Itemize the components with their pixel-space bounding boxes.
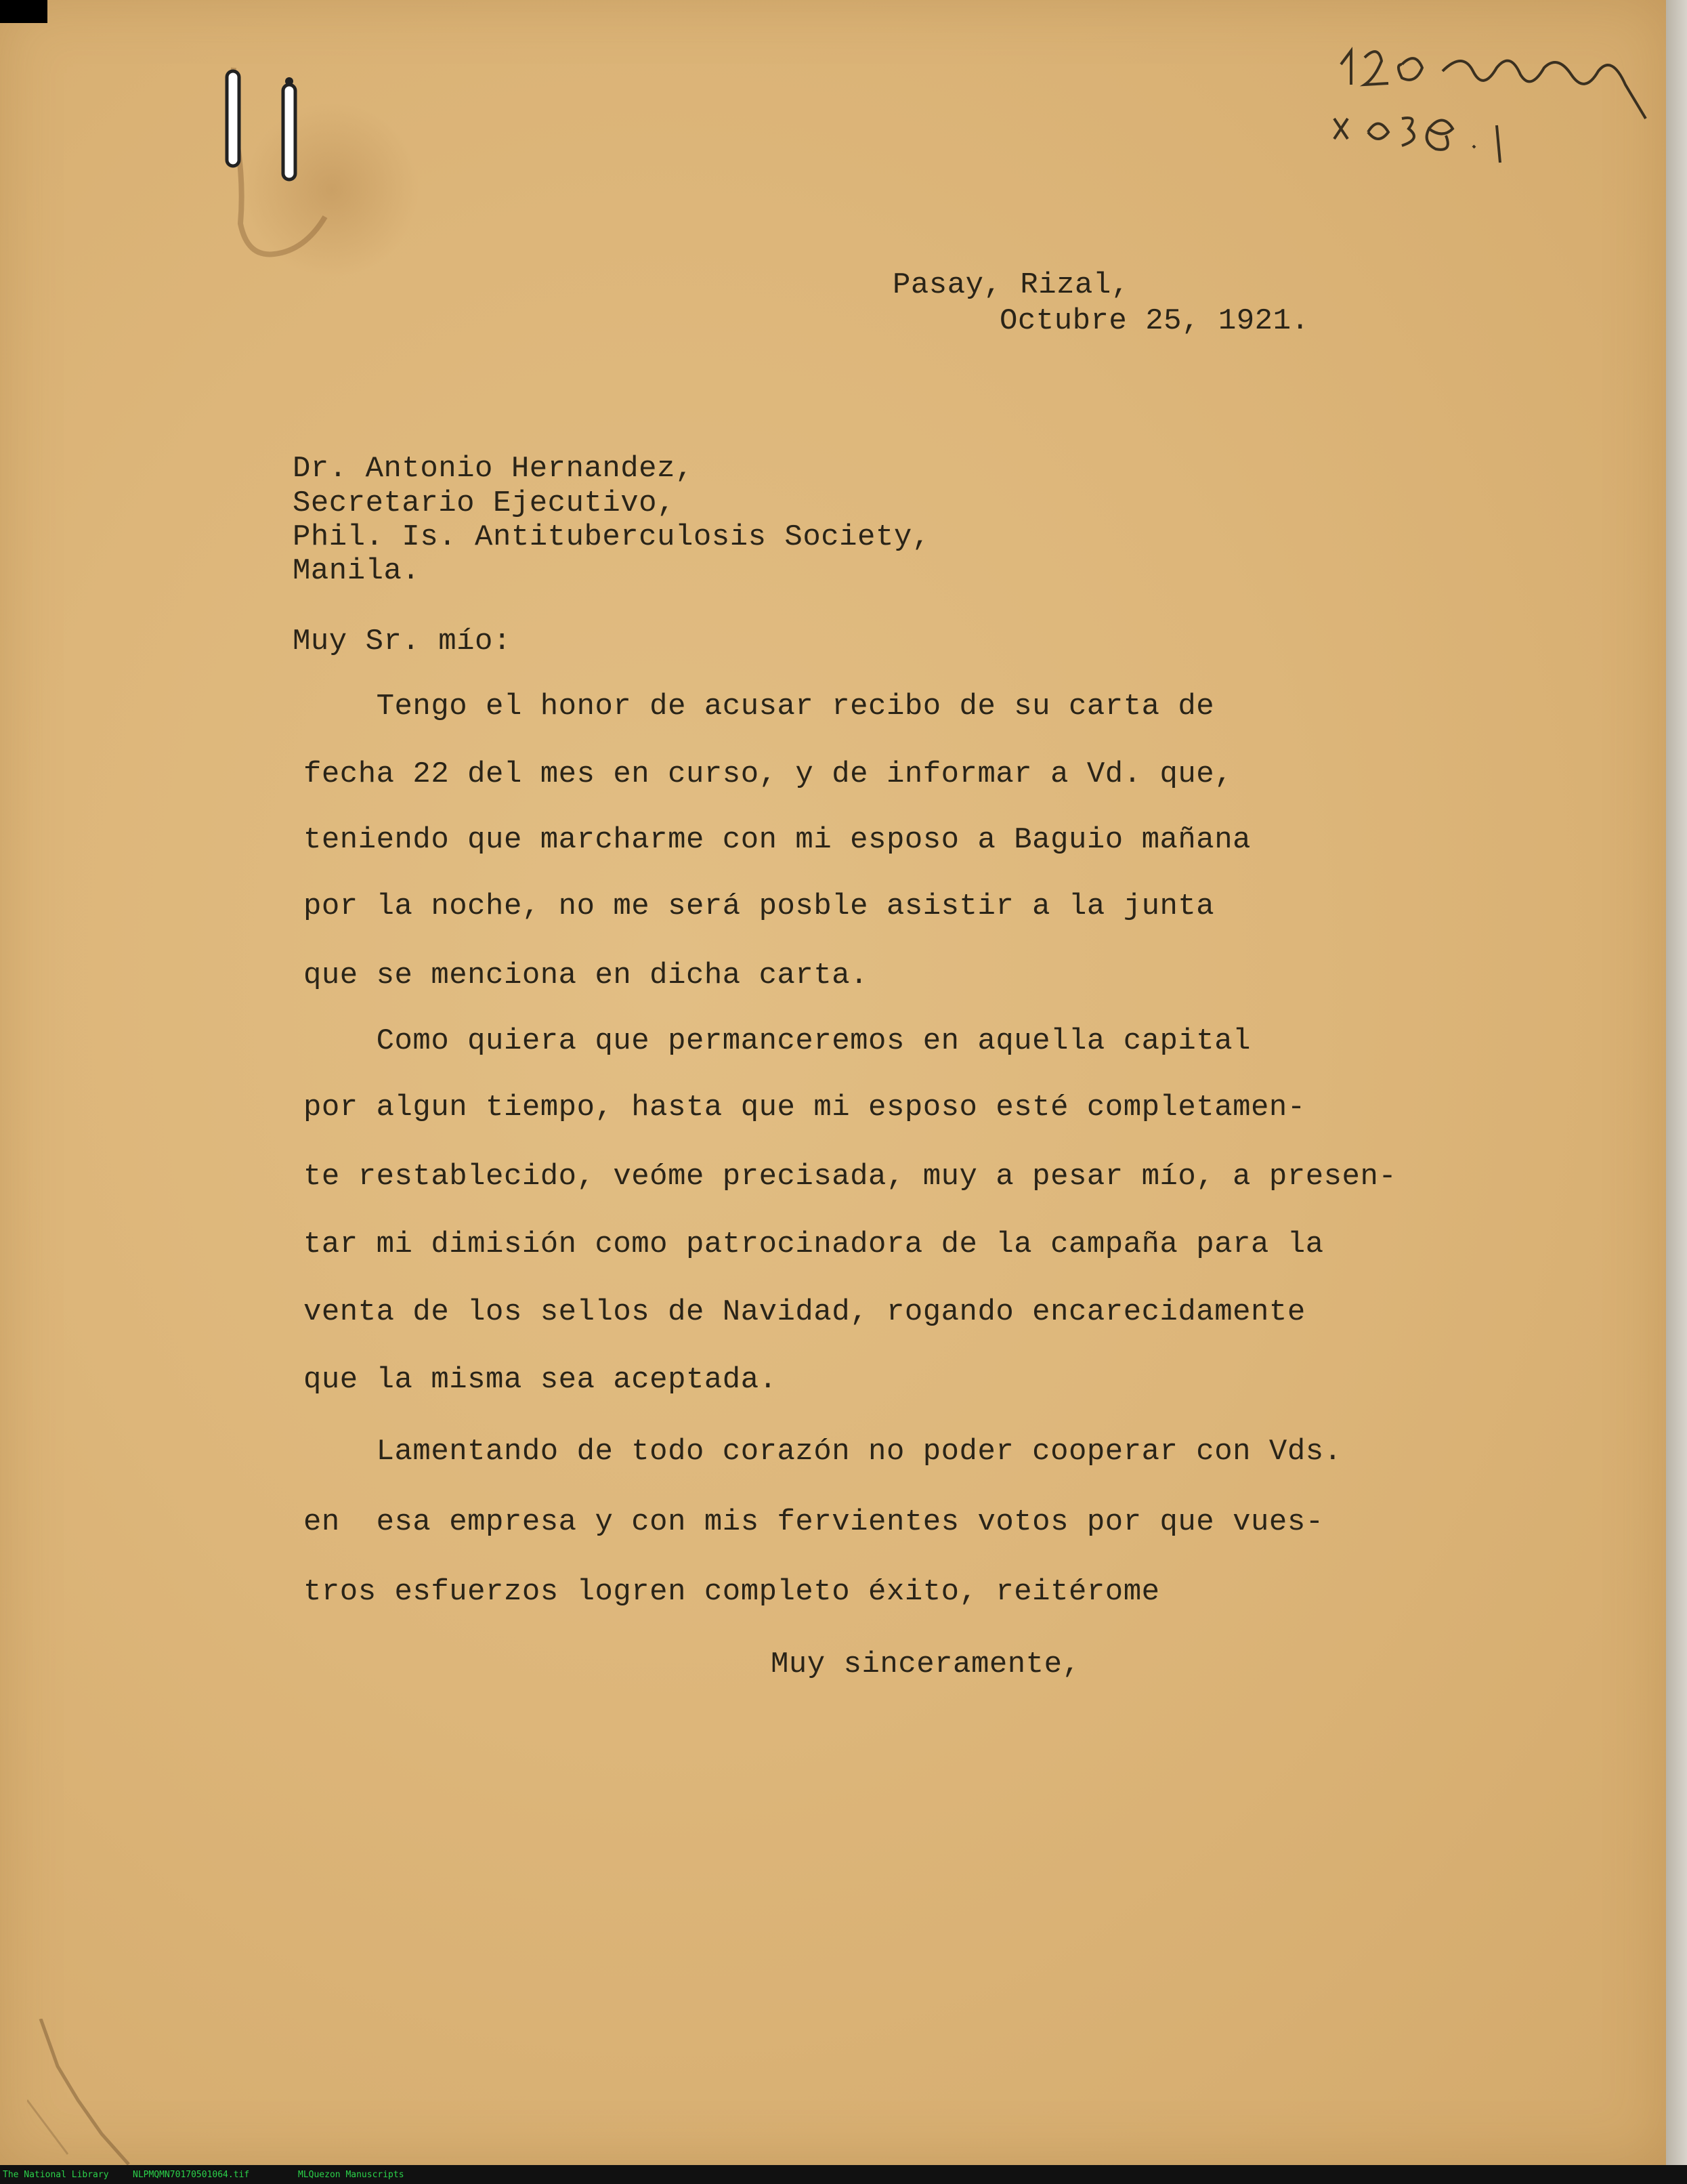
scan-footer: [0, 2165, 1687, 2184]
body-line: tar mi dimisión como patrocinadora de la campaña para la: [303, 1227, 1324, 1261]
body-line: que la misma sea aceptada.: [303, 1363, 777, 1397]
body-line: en esa empresa y con mis fervientes votos por que vues-: [303, 1505, 1324, 1539]
recipient-title: Secretario Ejecutivo,: [293, 486, 675, 520]
body-line: teniendo que marcharme con mi esposo a Baguio mañana: [303, 823, 1252, 857]
recipient-name: Dr. Antonio Hernandez,: [293, 452, 693, 486]
body-line: que se menciona en dicha carta.: [303, 959, 869, 992]
dateline-place: Pasay, Rizal,: [893, 268, 1130, 302]
body-line: Tengo el honor de acusar recibo de su carta de: [303, 690, 1215, 723]
body-line: por algun tiempo, hasta que mi esposo esté completamen-: [303, 1091, 1306, 1125]
recipient-city: Manila.: [293, 554, 421, 588]
footer-library: The National Library: [3, 2170, 109, 2180]
handwritten-annotation: [1327, 37, 1666, 173]
footer-file: NLPMQMN70170501064.tif: [133, 2170, 250, 2180]
dateline-date: Octubre 25, 1921.: [1000, 304, 1310, 338]
staple-holes-icon: [223, 61, 339, 264]
body-line: por la noche, no me será posble asistir a la junta: [303, 889, 1215, 923]
body-line: Lamentando de todo corazón no poder cooperar con Vds.: [303, 1435, 1342, 1469]
footer-collection: MLQuezon Manuscripts: [298, 2170, 404, 2180]
scan-edge: [1666, 0, 1687, 2165]
folded-corner: [27, 2019, 163, 2168]
body-line: fecha 22 del mes en curso, y de informar a Vd. que,: [303, 757, 1233, 791]
scan-corner: [0, 0, 47, 23]
salutation: Muy Sr. mío:: [293, 625, 511, 658]
recipient-organization: Phil. Is. Antituberculosis Society,: [293, 520, 931, 554]
closing: Muy sinceramente,: [771, 1647, 1081, 1681]
body-line: tros esfuerzos logren completo éxito, reitérome: [303, 1575, 1160, 1609]
body-line: Como quiera que permanceremos en aquella capital: [303, 1024, 1252, 1058]
body-line: venta de los sellos de Navidad, rogando encarecidamente: [303, 1295, 1306, 1329]
body-line: te restablecido, veóme precisada, muy a pesar mío, a presen-: [303, 1160, 1397, 1194]
